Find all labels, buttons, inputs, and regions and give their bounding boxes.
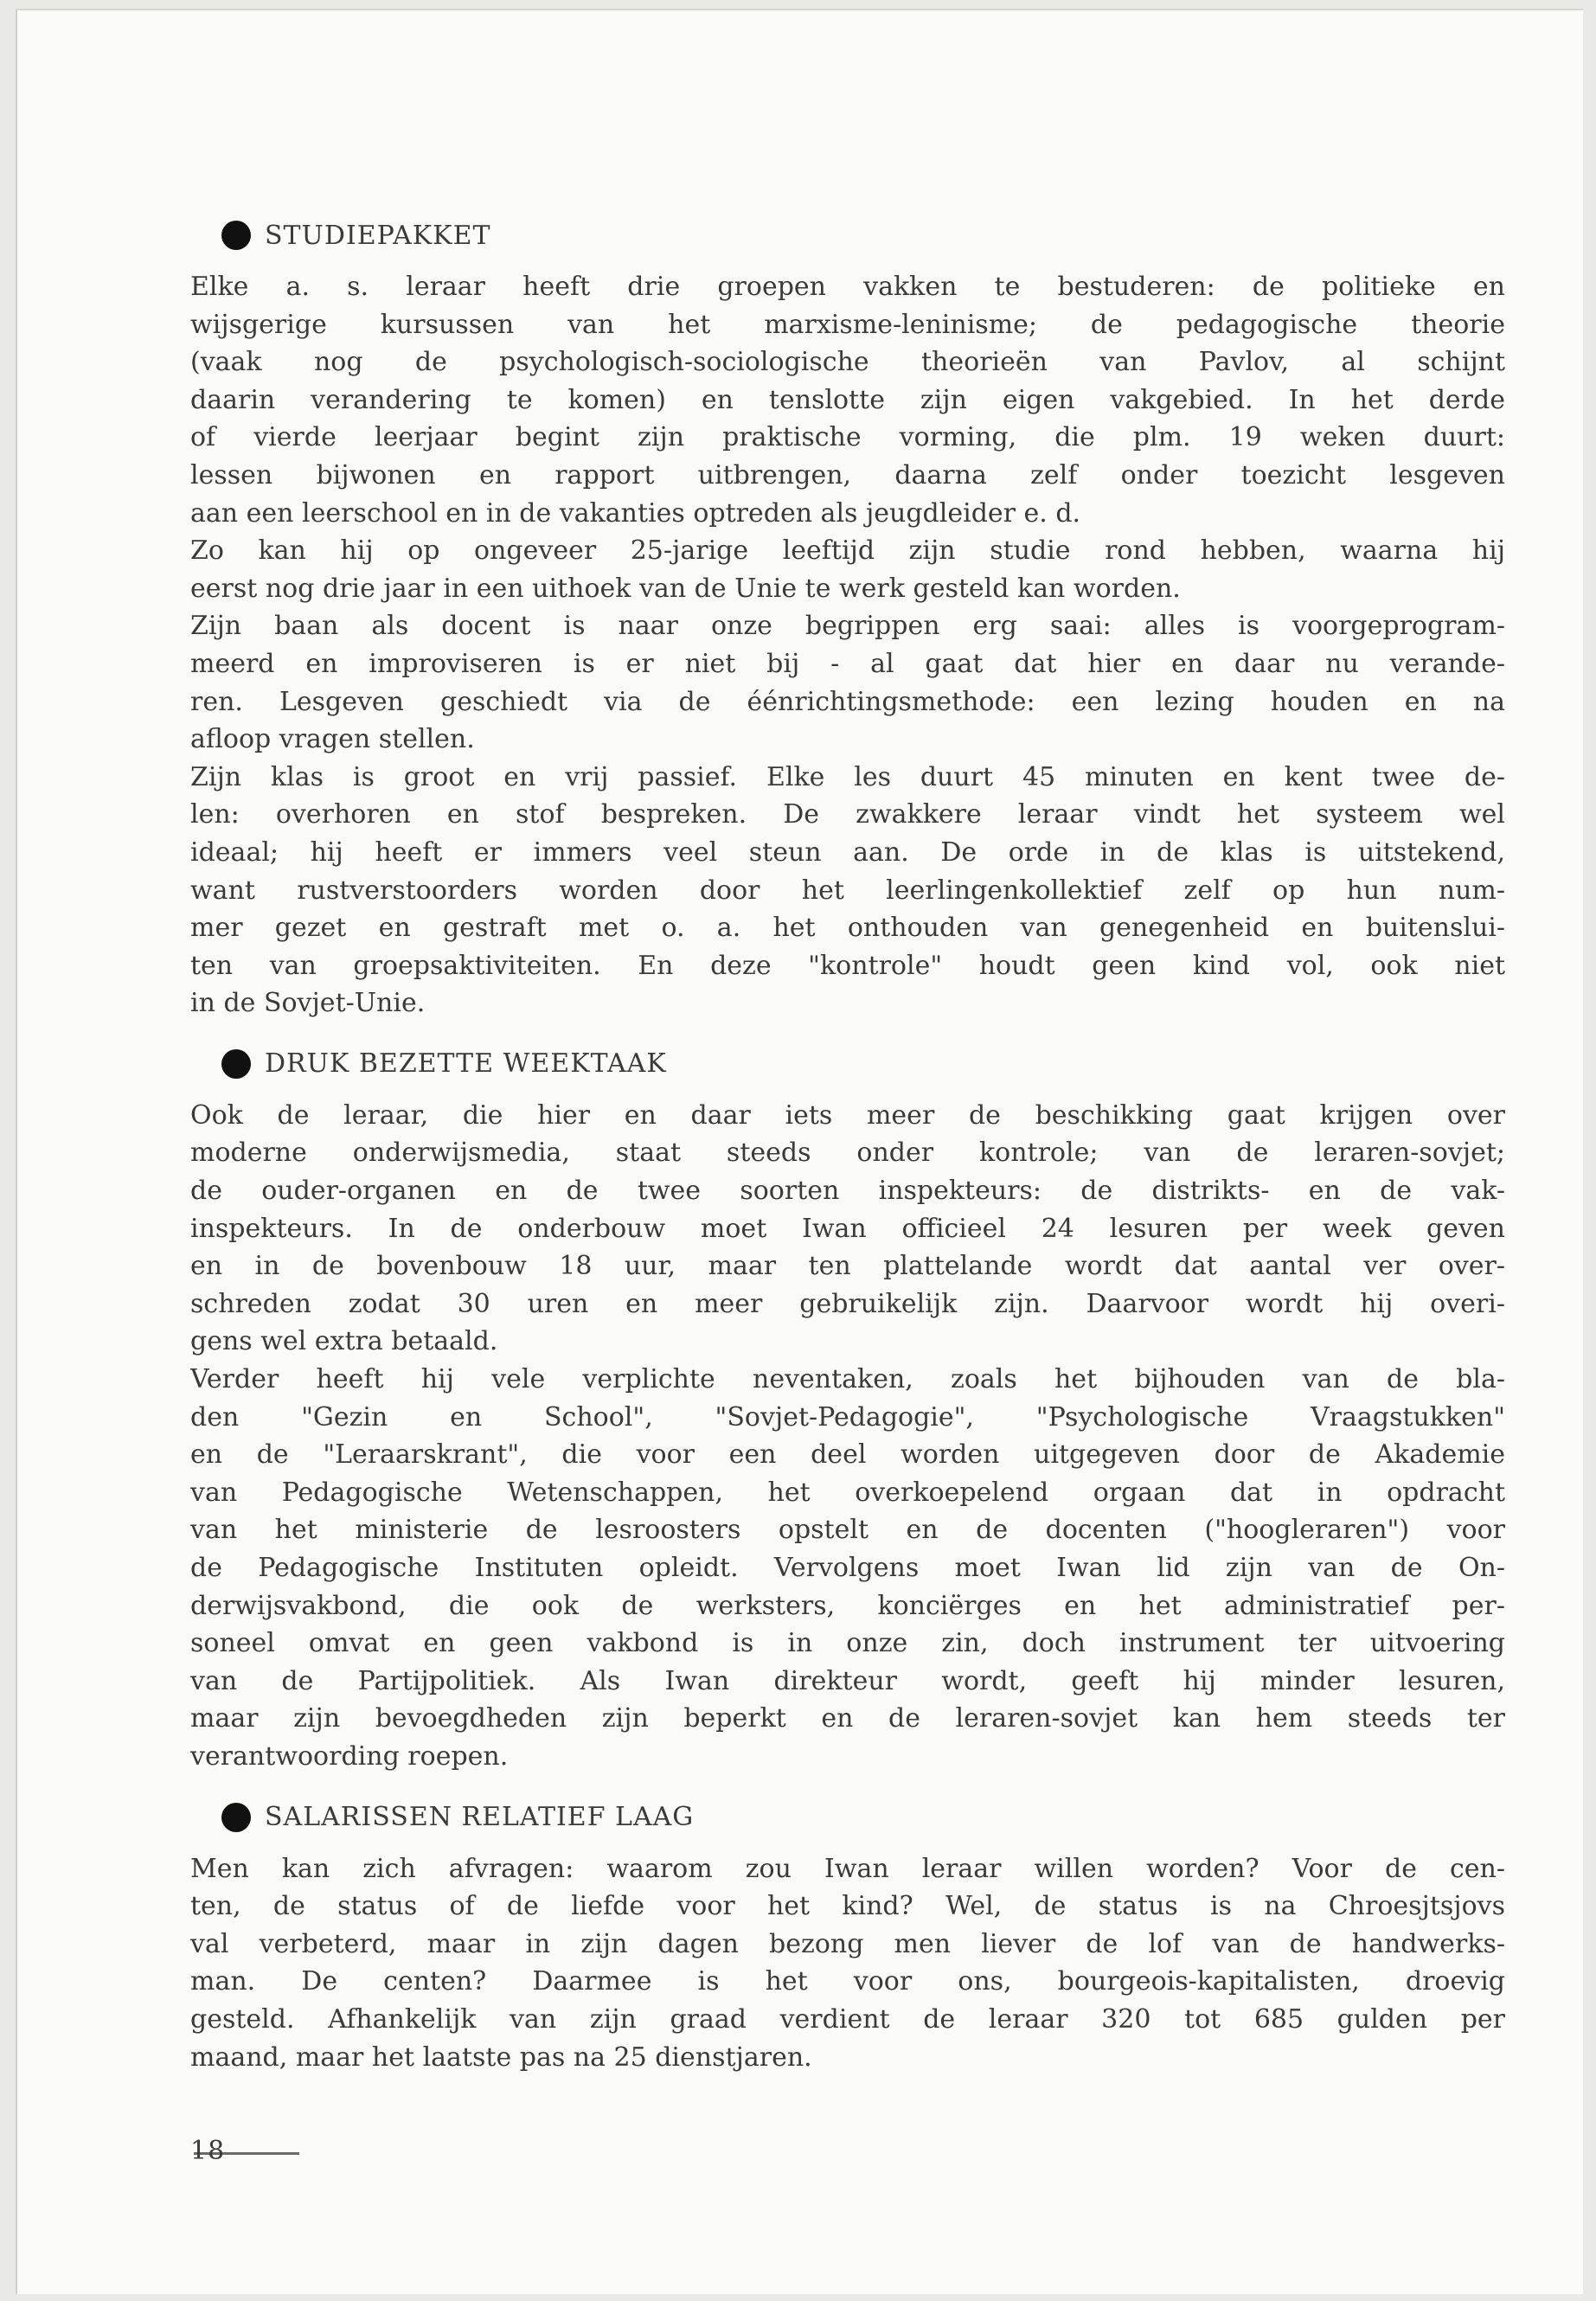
- text-line: inspekteurs. In de onderbouw moet Iwan officieel 24 lesuren per week geven: [190, 1213, 1505, 1244]
- text-line: de ouder-organen en de twee soorten inspekteurs: de distrikts- en de vak-: [190, 1176, 1505, 1207]
- text-line: de Pedagogische Instituten opleidt. Vervolgens moet Iwan lid zijn van de On-: [190, 1553, 1505, 1583]
- text-line: of vierde leerjaar begint zijn praktische vorming, die plm. 19 weken duurt:: [190, 422, 1505, 453]
- text-line: en in de bovenbouw 18 uur, maar ten plattelande wordt dat aantal ver over-: [190, 1251, 1505, 1282]
- page-content: [190, 216, 1505, 2076]
- text-line: Zo kan hij op ongeveer 25-jarige leeftijd zijn studie rond hebben, waarna hij: [190, 535, 1505, 567]
- text-line: maand, maar het laatste pas na 25 dienstjaren.: [190, 2041, 812, 2073]
- text-line: maar zijn bevoegdheden zijn beperkt en de leraren-sovjet kan hem steeds ter: [190, 1703, 1505, 1734]
- text-line: moderne onderwijsmedia, staat steeds onder kontrole; van de leraren-sovjet;: [190, 1138, 1505, 1169]
- text-line: Elke a. s. leraar heeft drie groepen vakken te bestuderen: de politieke en: [190, 272, 1505, 302]
- text-line: meerd en improviseren is er niet bij - al gaat dat hier en daar nu verande-: [190, 648, 1505, 679]
- text-line: eerst nog drie jaar in een uithoek van de Unie te werk gesteld kan worden.: [190, 573, 1181, 604]
- text-line: Zijn baan als docent is naar onze begrippen erg saai: alles is voorgeprogram-: [190, 611, 1505, 642]
- bullet-icon: [221, 1803, 251, 1832]
- text-line: schreden zodat 30 uren en meer gebruikelijk zijn. Daarvoor wordt hij overi-: [190, 1288, 1505, 1319]
- page-number: 18: [190, 2136, 226, 2166]
- text-line: gens wel extra betaald.: [190, 1326, 498, 1357]
- section-heading-text: DRUK BEZETTE WEEKTAAK: [265, 1048, 667, 1080]
- text-line: ideaal; hij heeft er immers veel steun aan. De orde in de klas is uitstekend,: [190, 836, 1505, 868]
- text-line: lessen bijwonen en rapport uitbrengen, daarna zelf onder toezicht lesgeven: [190, 459, 1505, 490]
- text-line: man. De centen? Daarmee is het voor ons, bourgeois-kapitalisten, droevig: [190, 1966, 1505, 1997]
- text-line: soneel omvat en geen vakbond is in onze zin, doch instrument ter uitvoering: [190, 1628, 1505, 1659]
- text-line: in de Sovjet-Unie.: [190, 988, 426, 1019]
- text-line: derwijsvakbond, die ook de werksters, konciërges en het administratief per-: [190, 1590, 1505, 1621]
- bullet-icon: [221, 1049, 251, 1079]
- text-line: ren. Lesgeven geschiedt via de éénrichtingsmethode: een lezing houden en na: [190, 686, 1505, 717]
- text-line: want rustverstoorders worden door het leerlingenkollektief zelf op hun num-: [190, 875, 1505, 906]
- text-line: van het ministerie de lesroosters opstelt en de docenten ("hoogleraren") voor: [190, 1515, 1505, 1546]
- text-line: val verbeterd, maar in zijn dagen bezong men liever de lof van de handwerks-: [190, 1928, 1505, 1959]
- text-line: ten van groepsaktiviteiten. En deze "kontrole" houdt geen kind vol, ook niet: [190, 950, 1505, 981]
- section-body: [190, 1850, 1505, 2077]
- section-heading-druk-bezette-weektaak: [221, 1045, 1505, 1083]
- text-line: len: overhoren en stof bespreken. De zwakkere leraar vindt het systeem wel: [190, 799, 1505, 830]
- section-body: [190, 1097, 1505, 1776]
- text-line: gesteld. Afhankelijk van zijn graad verdient de leraar 320 tot 685 gulden per: [190, 2003, 1505, 2035]
- text-line: van Pedagogische Wetenschappen, het overkoepelend orgaan dat in opdracht: [190, 1477, 1505, 1508]
- text-line: Ook de leraar, die hier en daar iets meer de beschikking gaat krijgen over: [190, 1099, 1505, 1131]
- text-line: Men kan zich afvragen: waarom zou Iwan leraar willen worden? Voor de cen-: [190, 1853, 1505, 1884]
- section-heading-text: SALARISSEN RELATIEF LAAG: [265, 1802, 695, 1833]
- section-heading-studiepakket: [221, 216, 1505, 254]
- text-line: den "Gezin en School", "Sovjet-Pedagogie", "Psychologische Vraagstukken": [190, 1401, 1505, 1433]
- section-body: [190, 268, 1505, 1022]
- book-page: [16, 9, 1583, 2294]
- text-line: Verder heeft hij vele verplichte neventaken, zoals het bijhouden van de bla-: [190, 1364, 1505, 1395]
- text-line: daarin verandering te komen) en tenslotte zijn eigen vakgebied. In het derde: [190, 384, 1505, 415]
- text-line: mer gezet en gestraft met o. a. het onthouden van genegenheid en buitenslui-: [190, 913, 1505, 944]
- text-line: en de "Leraarskrant", die voor een deel worden uitgegeven door de Akademie: [190, 1439, 1505, 1471]
- text-line: aan een leerschool en in de vakanties optreden als jeugdleider e. d.: [190, 497, 1081, 529]
- text-line: afloop vragen stellen.: [190, 724, 475, 755]
- section-heading-salarissen-relatief-laag: [221, 1798, 1505, 1836]
- text-line: Zijn klas is groot en vrij passief. Elke les duurt 45 minuten en kent twee de-: [190, 761, 1505, 792]
- text-line: (vaak nog de psychologisch-sociologische theorieën van Pavlov, al schijnt: [190, 347, 1505, 378]
- section-heading-text: STUDIEPAKKET: [265, 220, 491, 251]
- text-line: van de Partijpolitiek. Als Iwan direkteur wordt, geeft hij minder lesuren,: [190, 1665, 1505, 1696]
- text-line: wijsgerige kursussen van het marxisme-leninisme; de pedagogische theorie: [190, 309, 1505, 340]
- text-line: ten, de status of de liefde voor het kind? Wel, de status is na Chroesjtsjovs: [190, 1891, 1505, 1922]
- text-line: verantwoording roepen.: [190, 1740, 509, 1772]
- bullet-icon: [221, 221, 251, 250]
